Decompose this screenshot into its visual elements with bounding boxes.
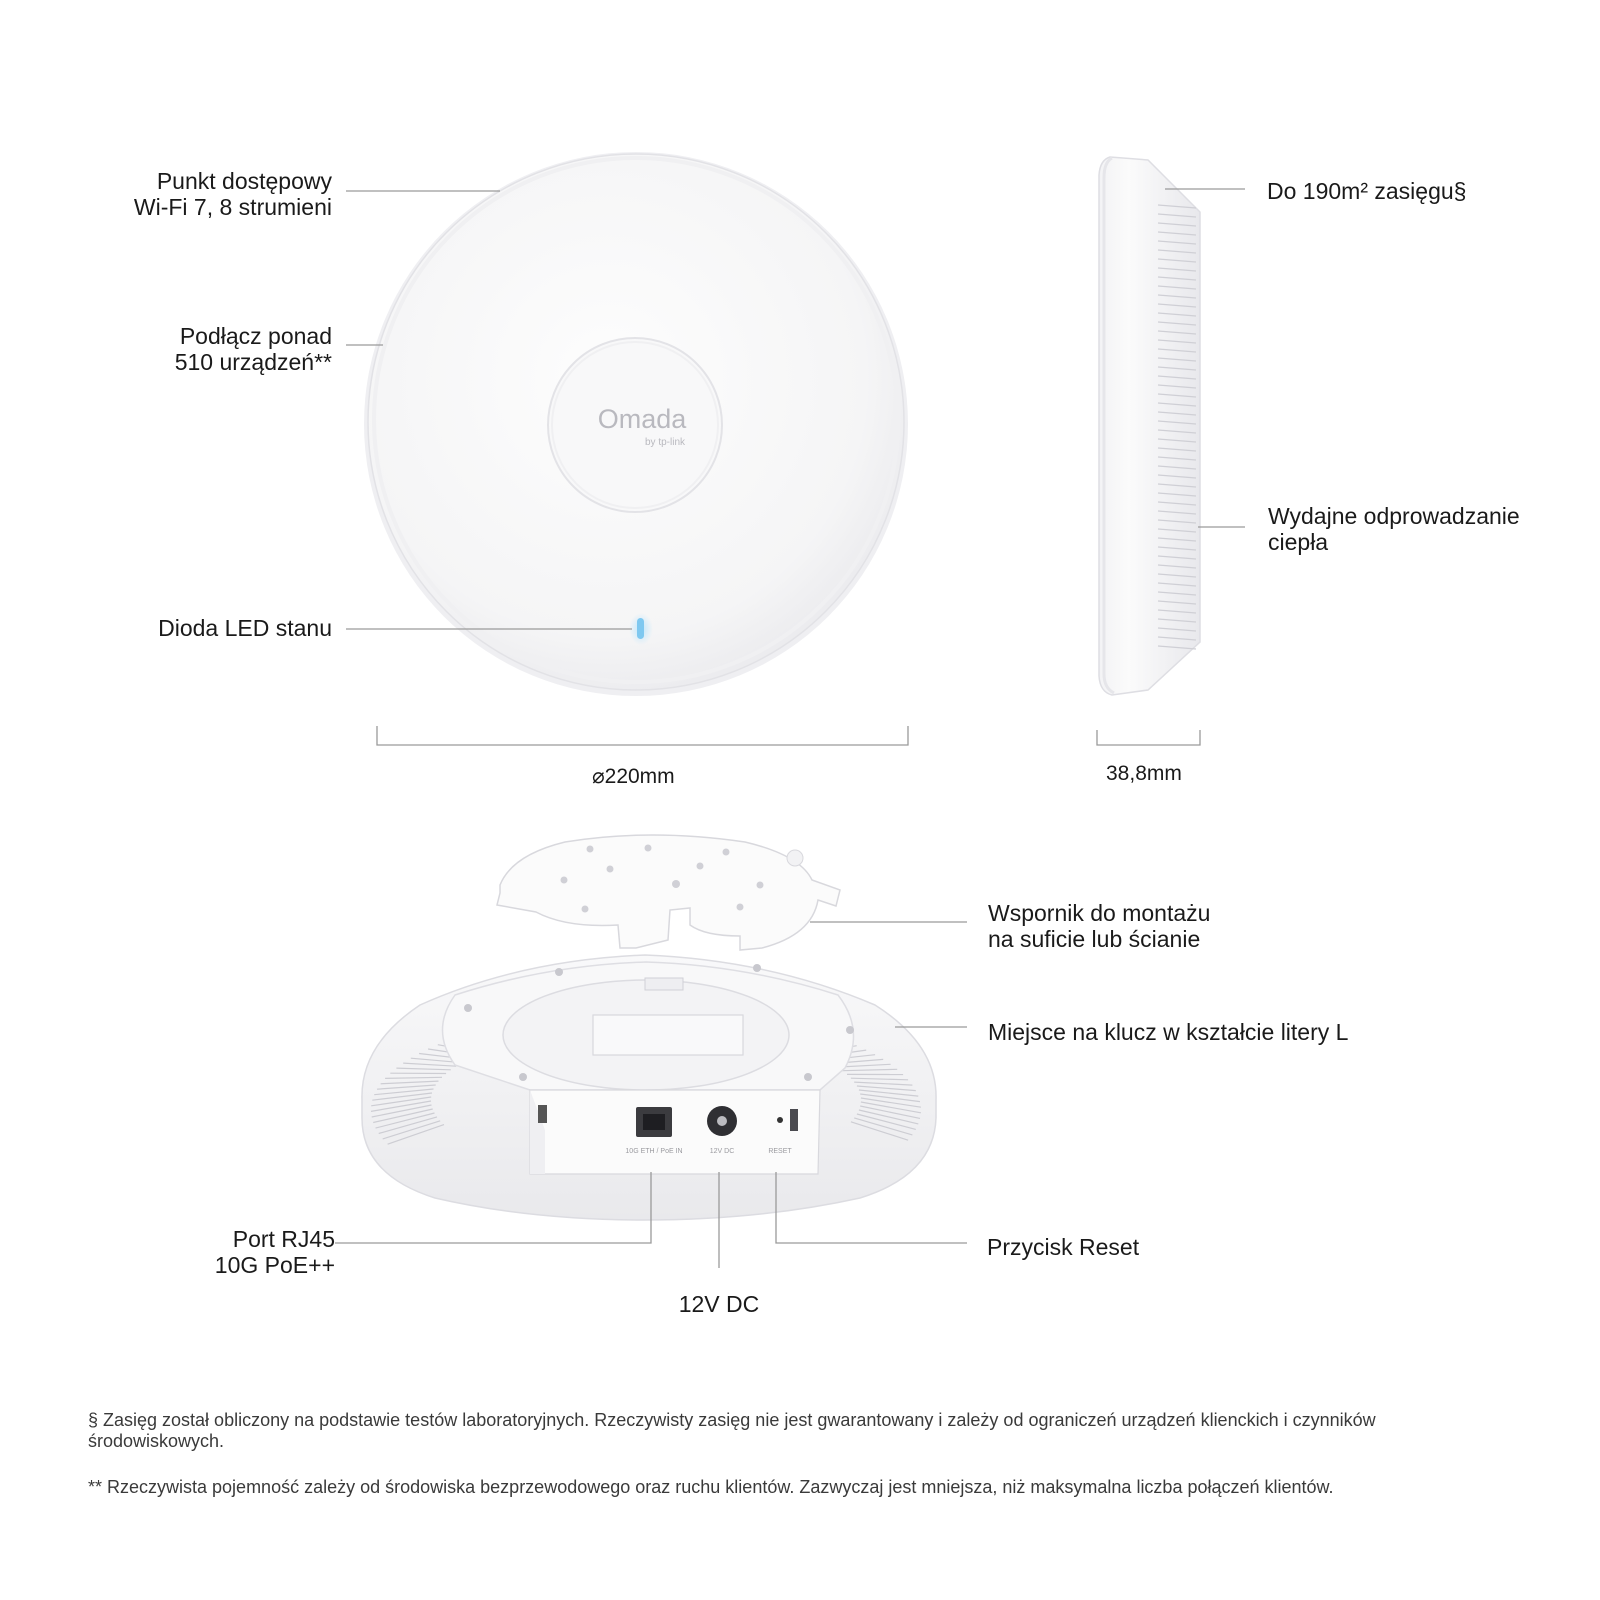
- callout-reset-line1: Przycisk Reset: [987, 1234, 1140, 1260]
- callout-heat-line1: Wydajne odprowadzanie: [1268, 503, 1520, 529]
- footnote-coverage: § Zasięg został obliczony na podstawie testów laboratoryjnych. Rzeczywisty zasięg nie jest gwarantowany i zależy od ograniczeń urządzeń klienckich i czynników środowiskowych.: [88, 1410, 1376, 1451]
- callout-heat-line2: ciepła: [1268, 529, 1329, 555]
- callout-bracket-line2: na suficie lub ścianie: [988, 926, 1201, 952]
- tplink-logo-text: by tp-link: [644, 437, 686, 448]
- ap-side-view: [1099, 157, 1200, 695]
- callout-rj45: [215, 1226, 335, 1278]
- callout-wifi7-line1: Punkt dostępowy: [156, 168, 332, 194]
- label-recess: [593, 1015, 743, 1055]
- ap-top-view: [364, 152, 908, 696]
- callout-rj45-line1: Port RJ45: [232, 1226, 335, 1252]
- ap-bottom-view: [362, 835, 936, 1220]
- mounting-bracket: [497, 835, 840, 950]
- callout-bracket: [988, 900, 1210, 952]
- svg-text:10G ETH / PoE IN: 10G ETH / PoE IN: [625, 1148, 683, 1155]
- status-led: [637, 618, 644, 639]
- callout-dc: [669, 1291, 769, 1317]
- svg-text:12V DC: 12V DC: [709, 1148, 735, 1155]
- footnote-capacity: ** Rzeczywista pojemność zależy od środowiska bezprzewodowego oraz ruchu klientów. Zazwyczaj jest mniejsza, niż maksymalna liczba połączeń klientów.: [88, 1477, 1334, 1497]
- dimension-diameter: ⌀220mm: [592, 765, 675, 788]
- callout-devices: [175, 323, 332, 375]
- callout-led-line1: Dioda LED stanu: [158, 615, 332, 641]
- callout-rj45-line2: 10G PoE++: [214, 1252, 335, 1278]
- callout-bracket-line1: Wspornik do montażu: [988, 900, 1211, 926]
- callout-lkey: [988, 1019, 1348, 1045]
- callout-lkey-line1: Miejsce na klucz w kształcie litery L: [988, 1019, 1349, 1045]
- dimension-height: 38,8mm: [1106, 762, 1182, 785]
- callout-devices-line1: Podłącz ponad: [179, 323, 332, 349]
- callout-devices-line2: 510 urządzeń**: [174, 349, 332, 375]
- callout-coverage: [1267, 178, 1466, 204]
- omada-logo-text: Omada: [597, 404, 687, 434]
- svg-text:RESET: RESET: [768, 1148, 792, 1155]
- callout-wifi7: [134, 168, 332, 220]
- callout-wifi7-line2: Wi-Fi 7, 8 strumieni: [133, 194, 332, 220]
- callout-reset: [987, 1234, 1139, 1260]
- reset-pinhole: [777, 1117, 783, 1123]
- callout-led: [158, 615, 332, 641]
- callout-dc-line1: 12V DC: [678, 1291, 760, 1317]
- callout-coverage-line1: Do 190m² zasięgu§: [1267, 178, 1467, 204]
- callout-heat: [1268, 503, 1520, 555]
